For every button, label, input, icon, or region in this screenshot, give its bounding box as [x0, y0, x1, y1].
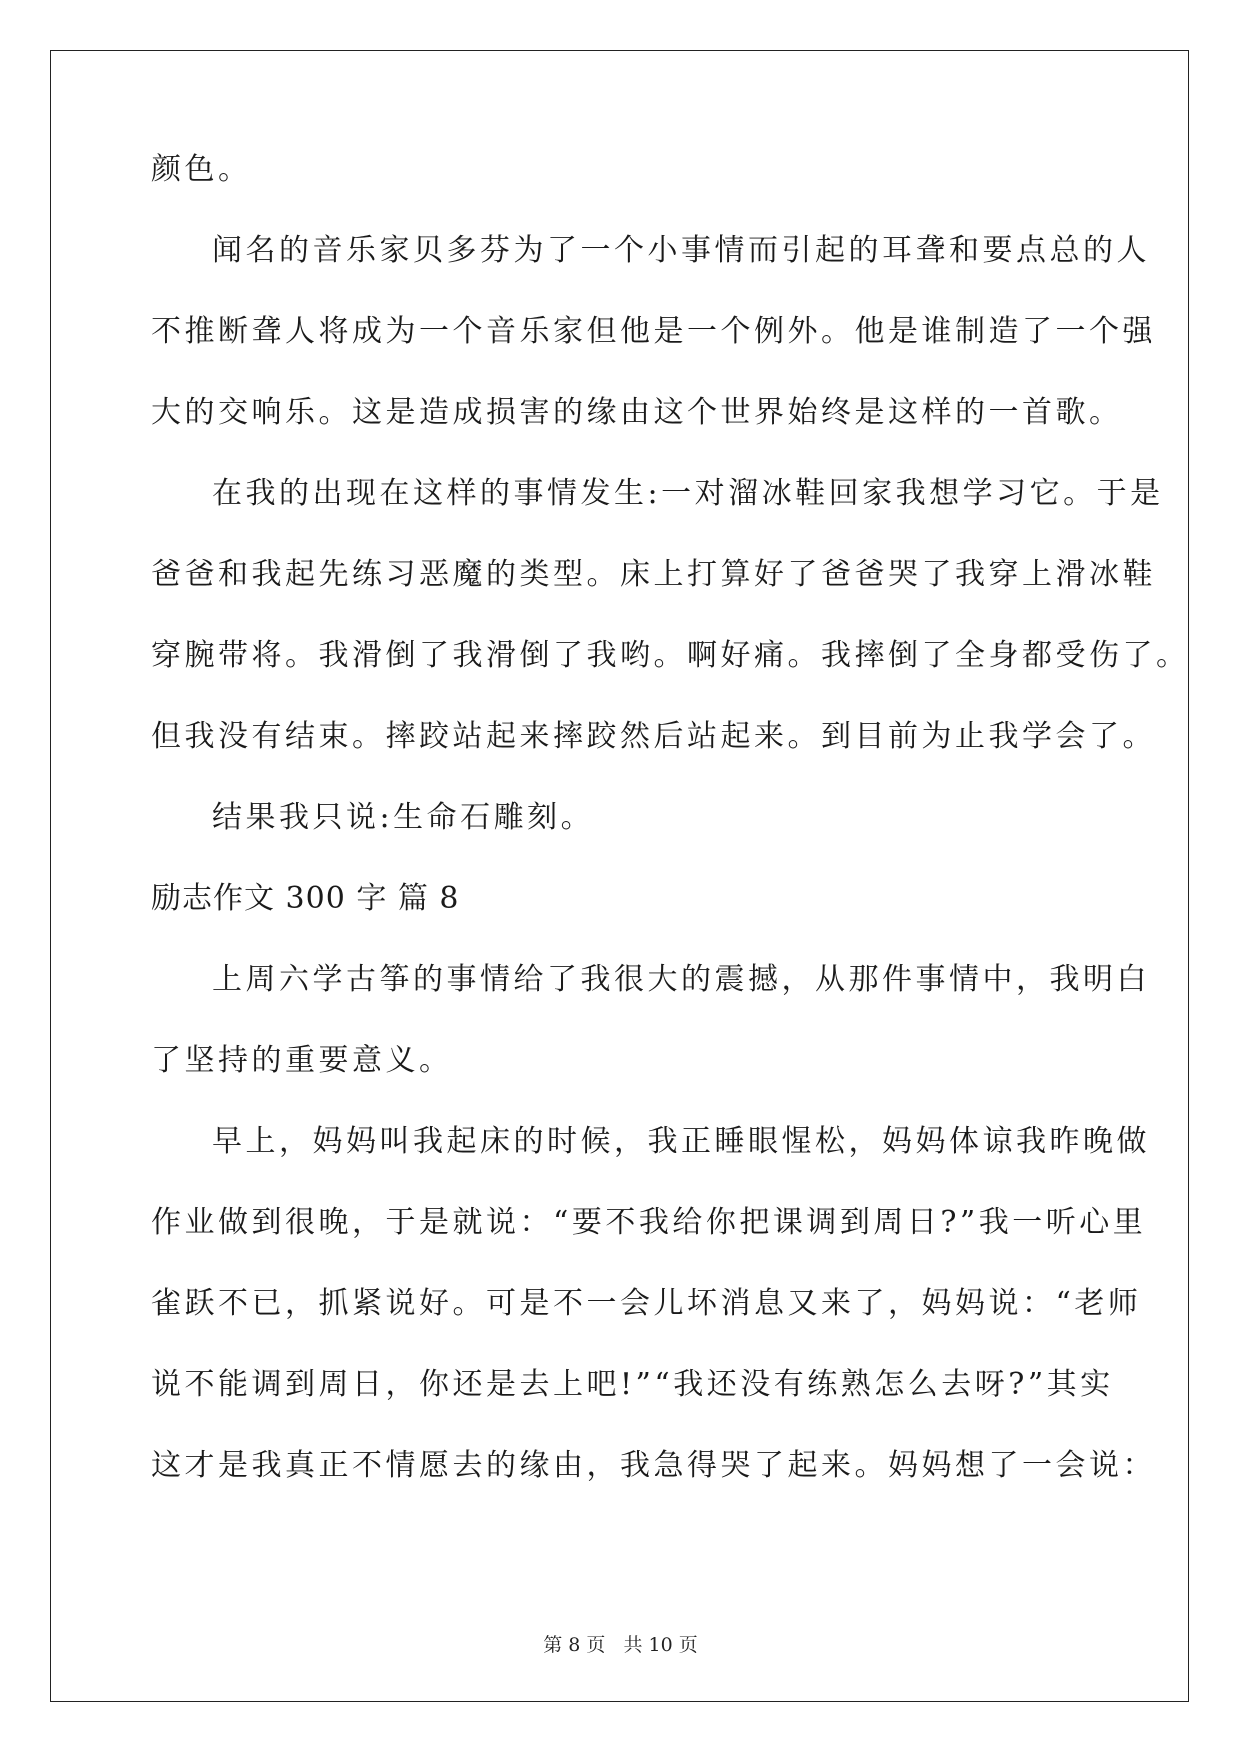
- text-line: 了坚持的重要意义。: [151, 1043, 453, 1078]
- document-body: [151, 150, 1190, 1527]
- text-line: 结果我只说:生命石雕刻。: [212, 800, 595, 835]
- text-line: 在我的出现在这样的事情发生:一对溜冰鞋回家我想学习它。于是: [212, 476, 1164, 511]
- text-line: 说不能调到周日，你还是去上吧!”“我还没有练熟怎么去呀?”其实: [151, 1367, 1114, 1402]
- text-line: 颜色。: [151, 152, 252, 187]
- text-line: 这才是我真正不情愿去的缘由，我急得哭了起来。妈妈想了一会说：: [151, 1448, 1156, 1483]
- section-heading: 励志作文 300 字 篇 8: [151, 881, 460, 916]
- text-line: 但我没有结束。摔跤站起来摔跤然后站起来。到目前为止我学会了。: [151, 719, 1156, 754]
- text-line: 不推断聋人将成为一个音乐家但他是一个例外。他是谁制造了一个强: [151, 314, 1156, 349]
- text-line: 穿腕带将。我滑倒了我滑倒了我哟。啊好痛。我摔倒了全身都受伤了。: [151, 638, 1190, 673]
- text-line: 大的交响乐。这是造成损害的缘由这个世界始终是这样的一首歌。: [151, 395, 1123, 430]
- text-line: 雀跃不已，抓紧说好。可是不一会儿坏消息又来了，妈妈说：“老师: [151, 1286, 1142, 1321]
- page-number: 第 8 页: [543, 1634, 606, 1656]
- text-line: 上周六学古筝的事情给了我很大的震撼，从那件事情中，我明白: [212, 962, 1150, 997]
- text-line: 作业做到很晚，于是就说：“要不我给你把课调到周日?”我一听心里: [151, 1205, 1147, 1240]
- page-footer: [0, 1630, 1241, 1657]
- text-line: 早上，妈妈叫我起床的时候，我正睡眼惺松，妈妈体谅我昨晚做: [212, 1124, 1150, 1159]
- text-line: 闻名的音乐家贝多芬为了一个小事情而引起的耳聋和要点总的人: [212, 233, 1150, 268]
- page-total: 共 10 页: [623, 1634, 698, 1656]
- text-line: 爸爸和我起先练习恶魔的类型。床上打算好了爸爸哭了我穿上滑冰鞋: [151, 557, 1156, 592]
